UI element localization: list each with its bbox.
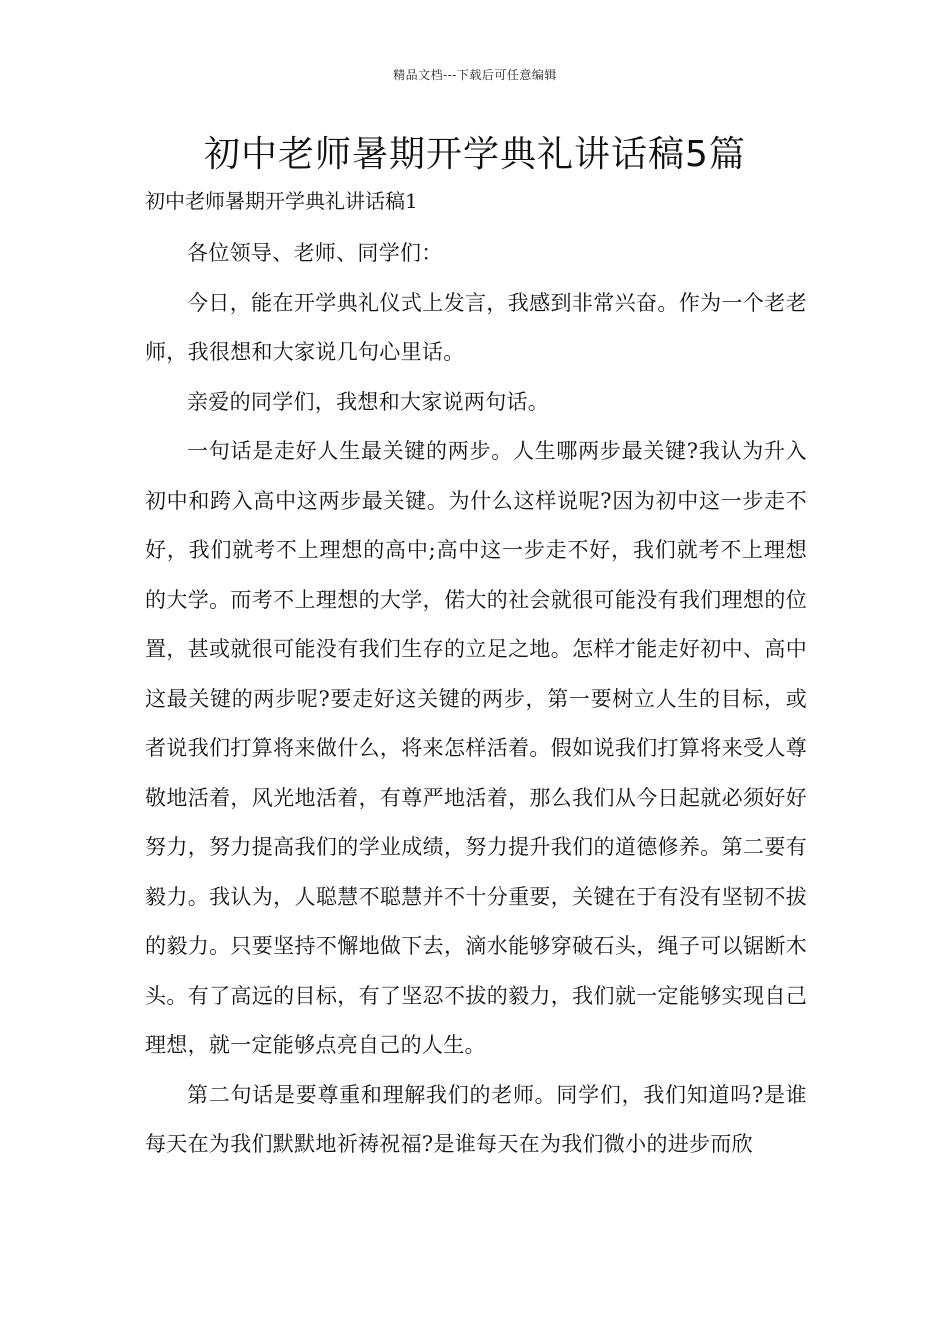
paragraph-first-point: 一句话是走好人生最关键的两步。人生哪两步最关键?我认为升入初中和跨入高中这两步最关键。为什么这样说呢?因为初中这一步走不好，我们就考不上理想的高中;高中这一步走不好，我们就考不上理想的大学。而考不上理想的大学，偌大的社会就很可能没有我们理想的位置，甚或就很可能没有我们生存的立足之地。怎样才能走好初中、高中这最关键的两步呢?要走好这关键的两步，第一要树立人生的目标，或者说我们打算将来做什么，将来怎样活着。假如说我们打算将来受人尊敬地活着，风光地活着，有尊严地活着，那么我们从今日起就必须好好努力，努力提高我们的学业成绩，努力提升我们的道德修养。第二要有毅力。我认为，人聪慧不聪慧并不十分重要，关键在于有没有坚韧不拔的毅力。只要坚持不懈地做下去，滴水能够穿破石头，绳子可以锯断木头。有了高远的目标，有了坚忍不拔的毅力，我们就一定能够实现自己理想，就一定能够点亮自己的人生。 [145,439,807,1057]
paragraph-intro: 亲爱的同学们，我想和大家说两句话。 [187,389,550,414]
document-title: 初中老师暑期开学典礼讲话稿5篇 [204,134,746,175]
section-title: 初中老师暑期开学典礼讲话稿1 [145,189,418,213]
header-note: 精品文档---下载后可任意编辑 [393,68,557,82]
paragraph-opening: 今日，能在开学典礼仪式上发言，我感到非常兴奋。作为一个老老师，我很想和大家说几句心里话。 [145,290,807,364]
document-body [145,179,807,1170]
paragraph-second-point: 第二句话是要尊重和理解我们的老师。同学们，我们知道吗?是谁每天在为我们默默地祈祷祝福?是谁每天在为我们微小的进步而欣 [145,1082,807,1156]
paragraph-salutation: 各位领导、老师、同学们： [187,241,443,265]
